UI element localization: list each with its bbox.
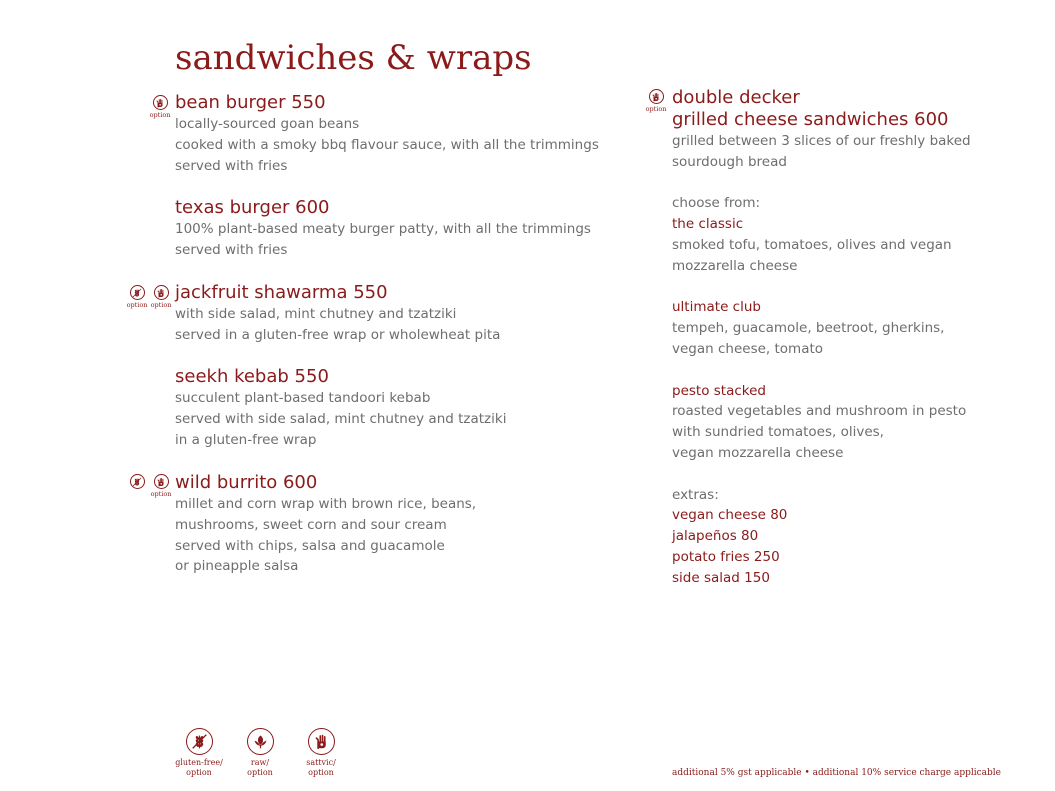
- option-desc: vegan cheese, tomato: [672, 340, 824, 357]
- menu-item-double-decker: [672, 87, 971, 589]
- item-desc: served with fries: [175, 241, 288, 258]
- choose-label: choose from:: [672, 195, 761, 212]
- item-name: grilled cheese sandwiches 600: [672, 109, 949, 130]
- legend-label: raw/: [250, 758, 270, 767]
- option-name: the classic: [672, 216, 744, 233]
- legend-label: option: [186, 768, 212, 777]
- option-desc: mozzarella cheese: [672, 257, 798, 274]
- legend-label: option: [308, 768, 334, 777]
- dietary-badges: [646, 89, 666, 113]
- legend-label: option: [247, 768, 273, 777]
- extra-item: jalapeños 80: [672, 528, 759, 545]
- menu-item-texas-burger: [175, 197, 591, 261]
- menu-item-seekh-kebab: [175, 366, 506, 450]
- option-desc: tempeh, guacamole, beetroot, gherkins,: [672, 320, 945, 337]
- legend-sattvic: [291, 728, 351, 778]
- extra-item: side salad 150: [672, 569, 770, 586]
- option-desc: roasted vegetables and mushroom in pesto: [672, 403, 967, 420]
- sattvic-icon: [154, 474, 169, 489]
- option-label: option: [645, 105, 667, 113]
- option-name: pesto stacked: [672, 382, 766, 399]
- item-name: jackfruit shawarma 550: [175, 282, 388, 303]
- option-label: option: [149, 111, 171, 119]
- tax-footnote: additional 5% gst applicable • additional 10% service charge applicable: [672, 768, 1001, 778]
- dietary-badges: [127, 474, 171, 498]
- option-label: option: [126, 301, 148, 309]
- sattvic-icon: [308, 728, 335, 755]
- extra-item: vegan cheese 80: [672, 507, 788, 524]
- item-desc: sourdough bread: [672, 153, 787, 170]
- gluten-free-icon: [186, 728, 213, 755]
- option-desc: vegan mozzarella cheese: [672, 444, 844, 461]
- item-desc: served in a gluten-free wrap or wholewheat pita: [175, 326, 501, 343]
- sattvic-icon: [154, 285, 169, 300]
- sattvic-icon: [649, 89, 664, 104]
- item-desc: succulent plant-based tandoori kebab: [175, 390, 431, 406]
- option-label: option: [150, 490, 172, 498]
- option-desc: smoked tofu, tomatoes, olives and vegan: [672, 236, 952, 253]
- item-desc: with side salad, mint chutney and tzatziki: [175, 306, 457, 322]
- item-desc: served with chips, salsa and guacamole: [175, 537, 445, 554]
- option-desc: with sundried tomatoes, olives,: [672, 424, 884, 441]
- legend-label: sattvic/: [306, 758, 336, 767]
- menu-item-jackfruit-shawarma: [175, 282, 500, 346]
- gluten-free-icon: [130, 474, 145, 489]
- page-title: sandwiches & wraps: [175, 38, 532, 78]
- dietary-badges: [150, 95, 170, 119]
- dietary-badges: [127, 285, 171, 309]
- menu-item-bean-burger: [175, 92, 599, 176]
- legend-raw: [230, 728, 290, 778]
- item-name: seekh kebab 550: [175, 366, 329, 387]
- item-desc: cooked with a smoky bbq flavour sauce, with all the trimmings: [175, 136, 599, 153]
- sattvic-icon: [153, 95, 168, 110]
- item-desc: 100% plant-based meaty burger patty, with all the trimmings: [175, 221, 591, 237]
- item-name: texas burger 600: [175, 197, 330, 218]
- option-name: ultimate club: [672, 299, 761, 316]
- gluten-free-icon: [130, 285, 145, 300]
- item-name: bean burger 550: [175, 92, 326, 113]
- menu-item-wild-burrito: [175, 472, 476, 577]
- legend-label: gluten-free/: [175, 758, 223, 767]
- legend-gluten-free: [169, 728, 229, 778]
- item-desc: in a gluten-free wrap: [175, 431, 317, 448]
- item-name: double decker: [672, 87, 800, 108]
- extra-item: potato fries 250: [672, 548, 780, 565]
- item-desc: mushrooms, sweet corn and sour cream: [175, 516, 447, 533]
- item-name: wild burrito 600: [175, 472, 318, 493]
- item-desc: or pineapple salsa: [175, 558, 299, 575]
- extras-label: extras:: [672, 486, 719, 503]
- raw-icon: [247, 728, 274, 755]
- item-desc: locally-sourced goan beans: [175, 116, 360, 132]
- item-desc: millet and corn wrap with brown rice, beans,: [175, 496, 477, 512]
- item-desc: served with fries: [175, 157, 288, 174]
- option-label: option: [150, 301, 172, 309]
- item-desc: served with side salad, mint chutney and tzatziki: [175, 410, 507, 427]
- item-desc: grilled between 3 slices of our freshly baked: [672, 133, 971, 149]
